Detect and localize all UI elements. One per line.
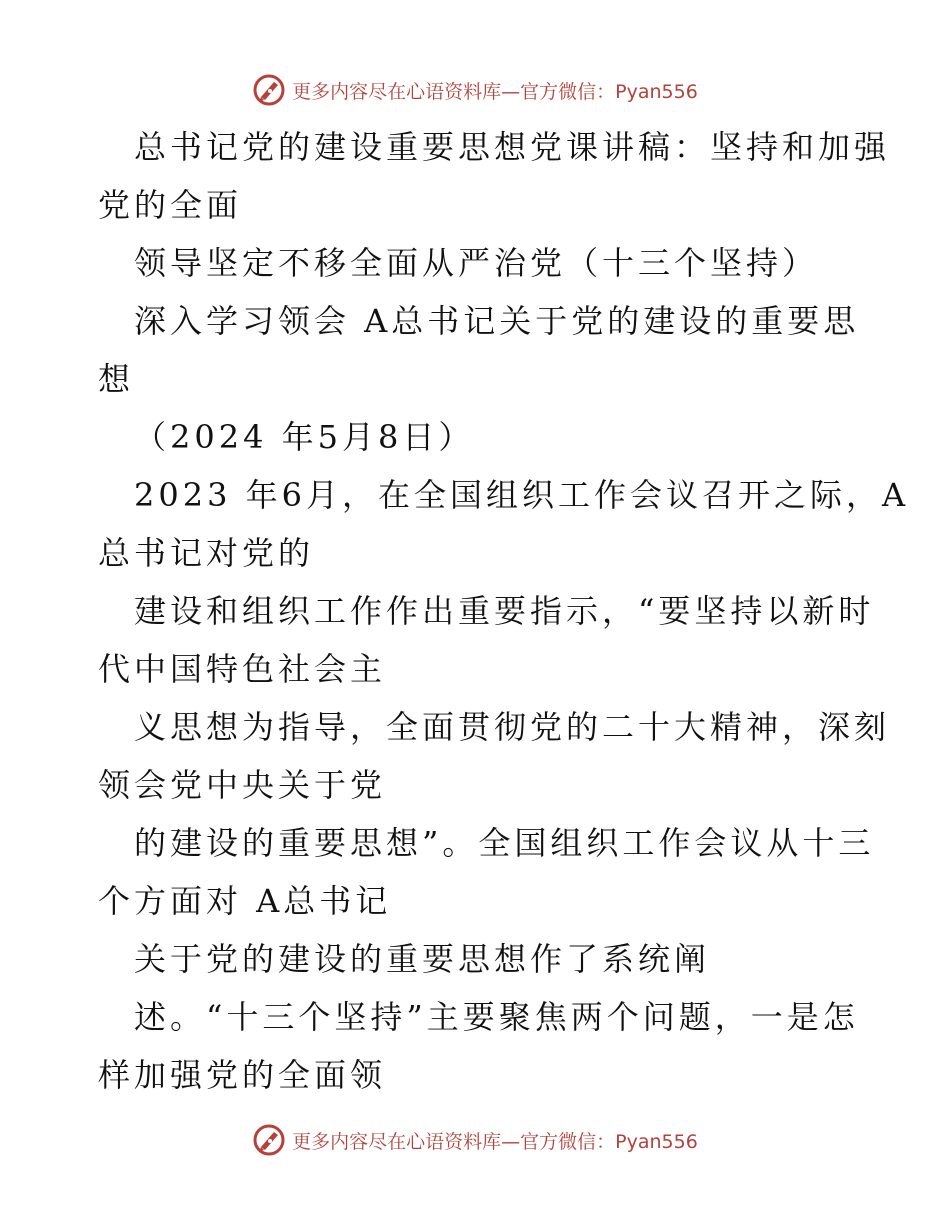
body-line: 关于党的建设的重要思想作了系统阐 [134, 940, 711, 978]
pen-logo-icon [252, 73, 286, 107]
body-line-date: （2024 年5月8日） [134, 418, 475, 456]
pen-logo-icon [252, 1123, 286, 1157]
body-line: 样加强党的全面领 [98, 1056, 387, 1094]
body-line: 义思想为指导，全面贯彻党的二十大精神，深刻 [134, 708, 891, 746]
footer-watermark-text: 更多内容尽在心语资料库—官方微信：Pyan556 [292, 1130, 698, 1153]
header-watermark-banner [0, 70, 950, 110]
body-line: 总书记党的建设重要思想党课讲稿：坚持和加强 [134, 128, 891, 166]
document-body [98, 118, 910, 1104]
body-line: 2023 年6月，在全国组织工作会议召开之际，A [134, 476, 910, 514]
body-line: 述。“十三个坚持”主要聚焦两个问题，一是怎 [134, 998, 859, 1036]
body-line: 个方面对 A总书记 [98, 882, 392, 920]
body-line: 领会党中央关于党 [98, 766, 387, 804]
header-watermark-text: 更多内容尽在心语资料库—官方微信：Pyan556 [292, 80, 698, 103]
body-line: 领导坚定不移全面从严治党（十三个坚持） [134, 244, 819, 282]
body-line: 总书记对党的 [98, 534, 315, 572]
footer-watermark-banner [0, 1120, 950, 1160]
body-line: 党的全面 [98, 186, 243, 224]
body-line: 的建设的重要思想”。全国组织工作会议从十三 [134, 824, 875, 862]
body-line: 深入学习领会 A总书记关于党的建设的重要思 [134, 302, 860, 340]
body-line: 想 [98, 360, 135, 398]
body-line: 代中国特色社会主 [98, 650, 387, 688]
body-line: 建设和组织工作作出重要指示，“要坚持以新时 [134, 592, 875, 630]
